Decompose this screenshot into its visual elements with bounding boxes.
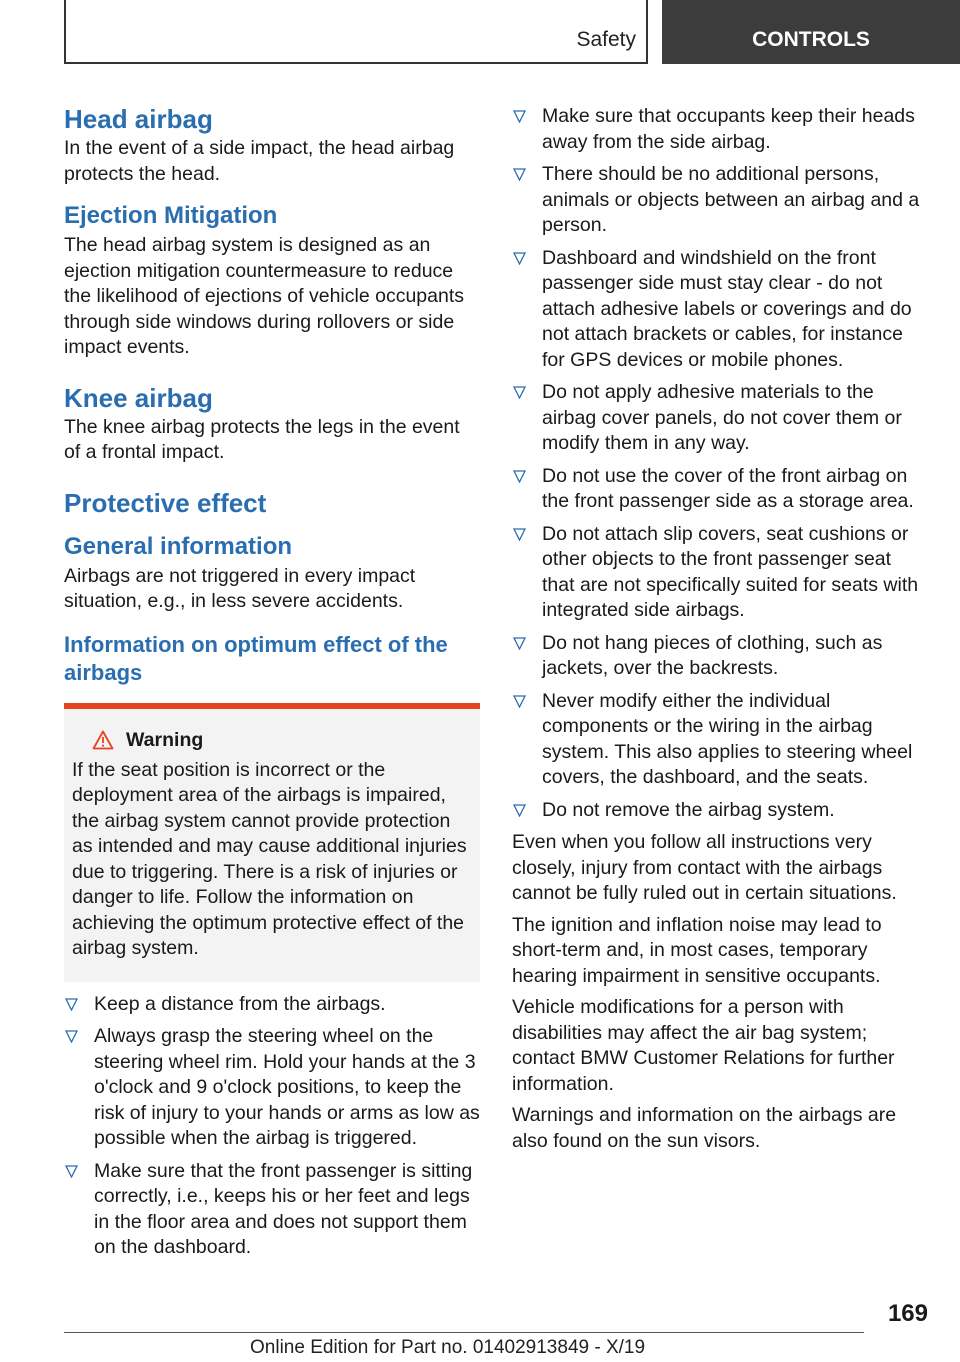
list-item bbox=[512, 464, 928, 515]
footer-edition-text: Online Edition for Part no. 01402913849 - X/19 bbox=[250, 1337, 646, 1358]
right-column bbox=[512, 100, 928, 1160]
triangle-bullet-icon bbox=[513, 168, 526, 181]
list-item-text: Do not attach slip covers, seat cushions or other objects to the front passenger seat that are not specifically suited for seats with integrated side airbags. bbox=[542, 522, 919, 621]
list-item bbox=[512, 162, 928, 239]
list-item-text: There should be no additional persons, animals or objects between an airbag and a person. bbox=[542, 163, 920, 236]
list-item bbox=[512, 798, 928, 824]
page-number: 169 bbox=[887, 1300, 928, 1327]
list-item bbox=[512, 380, 928, 457]
general-information-text: Airbags are not triggered in every impact situation, e.g., in less severe accidents. bbox=[64, 564, 416, 612]
triangle-bullet-icon bbox=[65, 1165, 78, 1178]
paragraph-injury-note: Even when you follow all instructions very closely, injury from contact with the airbags cannot be fully ruled out in certain situations. bbox=[512, 831, 897, 904]
list-item bbox=[64, 992, 480, 1018]
heading-knee-airbag: Knee airbag bbox=[64, 382, 213, 413]
triangle-bullet-icon bbox=[513, 110, 526, 123]
list-item bbox=[64, 1024, 480, 1152]
header-tab-controls: CONTROLS bbox=[662, 0, 960, 64]
list-item bbox=[512, 689, 928, 791]
footer-divider bbox=[64, 1332, 864, 1333]
heading-optimum-effect: Information on optimum effect of the airbags bbox=[64, 631, 448, 685]
triangle-bullet-icon bbox=[513, 252, 526, 265]
heading-protective-effect: Protective effect bbox=[64, 487, 267, 518]
triangle-bullet-icon bbox=[513, 695, 526, 708]
list-item-text: Do not apply adhesive materials to the airbag cover panels, do not cover them or modify them in any way. bbox=[542, 381, 902, 454]
list-item bbox=[64, 1159, 480, 1261]
right-bullet-list bbox=[512, 104, 928, 823]
left-column bbox=[64, 100, 480, 1268]
header-section-title: Safety bbox=[576, 28, 636, 51]
heading-ejection-mitigation: Ejection Mitigation bbox=[64, 202, 278, 229]
warning-header bbox=[92, 729, 472, 752]
paragraph-sun-visors-note: Warnings and information on the airbags are also found on the sun visors. bbox=[512, 1104, 897, 1152]
triangle-bullet-icon bbox=[513, 804, 526, 817]
triangle-bullet-icon bbox=[513, 386, 526, 399]
ejection-text: The head airbag system is designed as an ejection mitigation countermeasure to reduce the likelihood of ejections of vehicle occupants through side windows during rollovers or side impact events. bbox=[64, 234, 464, 358]
list-item-text: Always grasp the steering wheel on the steering wheel rim. Hold your hands at the 3 o'clock and 9 o'clock positions, to keep the risk of injury to your hands or arms as low as possible when the airbag is triggered. bbox=[94, 1025, 480, 1149]
list-item-text: Do not hang pieces of clothing, such as jackets, over the backrests. bbox=[542, 631, 883, 679]
warning-box bbox=[64, 703, 480, 982]
paragraph-noise-note: The ignition and inflation noise may lead to short-term and, in most cases, temporary hearing impairment in sensitive occupants. bbox=[512, 913, 882, 987]
left-bullet-list bbox=[64, 992, 480, 1261]
list-item-text: Make sure that occupants keep their heads away from the side airbag. bbox=[542, 105, 915, 153]
warning-text: If the seat position is incorrect or the deployment area of the airbags is impaired, the airbag system cannot provide protection as intended and may cause additional injuries due to triggering. There is a risk of injuries or danger to life. Follow the information on achieving the optimum protective effect of the airbag system. bbox=[72, 758, 467, 959]
warning-triangle-icon bbox=[92, 730, 114, 750]
heading-head-airbag: Head airbag bbox=[64, 104, 213, 134]
knee-airbag-text: The knee airbag protects the legs in the event of a frontal impact. bbox=[64, 415, 460, 463]
triangle-bullet-icon bbox=[65, 998, 78, 1011]
list-item bbox=[512, 246, 928, 374]
list-item bbox=[512, 631, 928, 682]
triangle-bullet-icon bbox=[513, 470, 526, 483]
head-airbag-text: In the event of a side impact, the head airbag protects the head. bbox=[64, 137, 455, 185]
triangle-bullet-icon bbox=[513, 528, 526, 541]
list-item-text: Do not remove the airbag system. bbox=[542, 798, 835, 821]
header-frame bbox=[64, 0, 648, 64]
triangle-bullet-icon bbox=[65, 1030, 78, 1043]
warning-label: Warning bbox=[126, 728, 204, 751]
list-item-text: Keep a distance from the airbags. bbox=[94, 992, 386, 1015]
list-item-text: Make sure that the front passenger is sitting correctly, i.e., keeps his or her feet and legs in the floor area and does not support them on the dashboard. bbox=[94, 1159, 473, 1258]
list-item bbox=[512, 104, 928, 155]
paragraph-modifications-note: Vehicle modifications for a person with disabilities may affect the air bag system; contact BMW Customer Relations for further information. bbox=[512, 996, 895, 1095]
heading-general-information: General information bbox=[64, 532, 293, 560]
list-item-text: Dashboard and windshield on the front passenger side must stay clear - do not attach adhesive labels or coverings and do not attach brackets or cables, for instance for GPS devices or mobile phones. bbox=[542, 246, 912, 371]
list-item bbox=[512, 522, 928, 624]
triangle-bullet-icon bbox=[513, 637, 526, 650]
list-item-text: Do not use the cover of the front airbag on the front passenger side as a storage area. bbox=[542, 464, 914, 512]
list-item-text: Never modify either the individual components or the wiring in the airbag system. This also applies to steering wheel covers, the dashboard, and the seats. bbox=[542, 689, 913, 788]
